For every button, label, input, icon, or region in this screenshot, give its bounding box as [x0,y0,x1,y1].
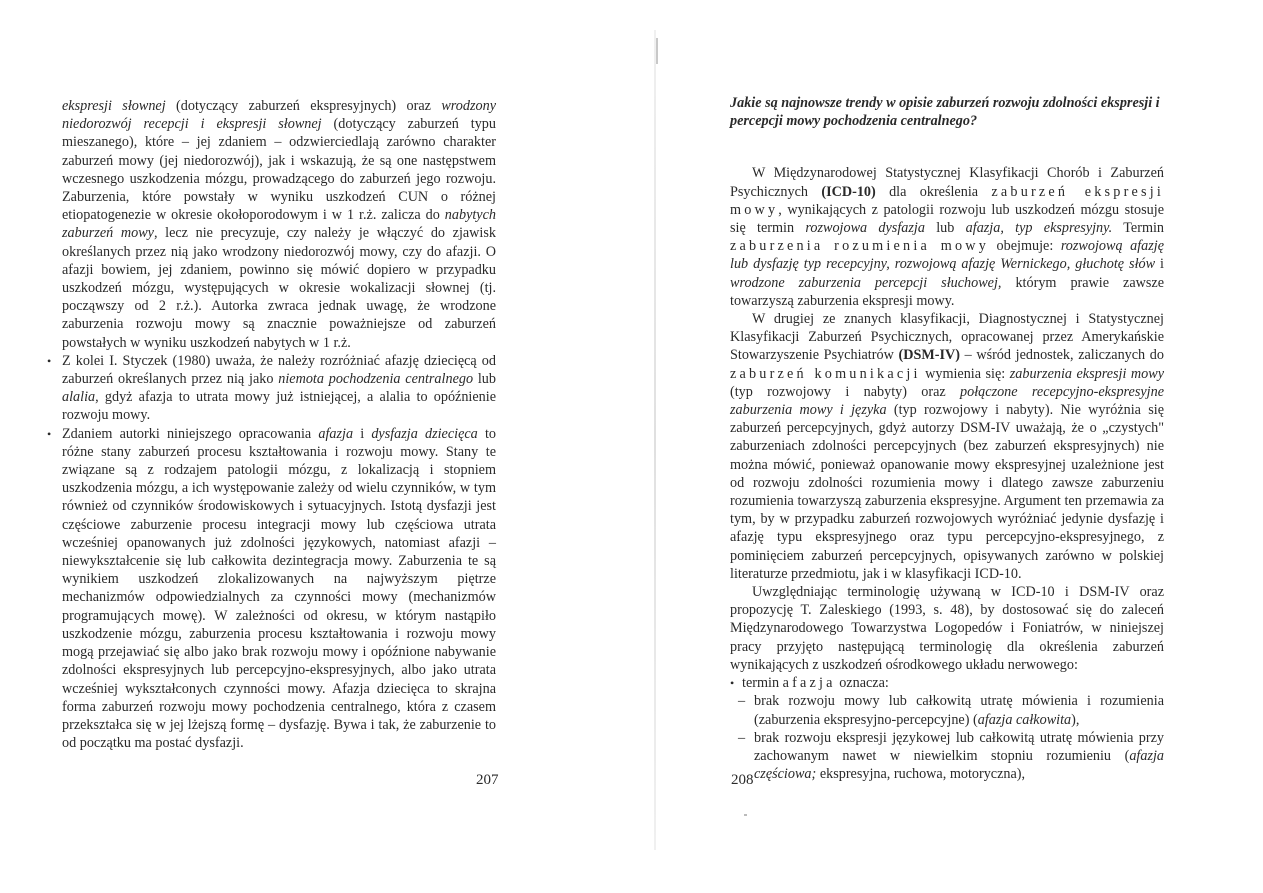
left-page-body [47,97,496,752]
bullet-icon: • [730,676,735,691]
dash-icon: – [738,729,746,746]
dash-item: – brak rozwoju mowy lub całkowitą utratę mówienia i rozumienia (zaburzenia ekspresyjno-percepcyjne) (afazja całkowita), [738,693,1164,728]
paragraph: W drugiej ze znanych klasyfikacji, Diagnostycznej i Statystycznej Klasyfikacji Zaburzeń Psychicznych, opracowanej przez Amerykańskie Stowarzyszenie Psychiatrów (DSM-IV) – wśród jednostek, zaliczanych do zaburzeń komunikacji wymienia się: zaburzenia ekspresji mowy (typ rozwojowy i nabyty) oraz połączone recepcyjno-ekspresyjne zaburzenia mowy i języka (typ rozwojowy i nabyty). Nie wyróżnia się zaburzeń percepcyjnych, gdyż autorzy DSM-IV uważają, że o „czystych" zaburzeniach zdolności percepcyjnych (bez zaburzeń ekspresyjnych) nie można mówić, ponieważ opanowanie mowy ekspresyjnej uzależnione jest od rozwoju zdolności rozumienia mowy i dlatego zawsze zaburzeniu rozumienia towarzyszą zaburzenia ekspresyjne. Argument ten przemawia za tym, by w przypadku zaburzeń rozwojowych wyróżniać jedynie dysfazję i afazję typu ekspresyjnego oraz typu percepcyjno-ekspresyjnego, z pominięciem zaburzeń percepcyjnych, opisywanych zarówno w polskiej literaturze przedmiotu, jak i w klasyfikacji ICD-10. [730,311,1165,582]
italic-term: ekspresji słownej [62,98,166,114]
page-number: 208 [731,772,754,788]
paragraph: W Międzynarodowej Statystycznej Klasyfikacji Chorób i Zaburzeń Psychicznych (ICD-10) dla określenia zaburzeń ekspresji mowy, wynikających z patologii rozwoju lub uszkodzeń mózgu stosuje się termin rozwojowa dysfazja lub afazja, typ ekspresyjny. Termin zaburzenia rozumienia mowy obejmuje: rozwojową afazję lub dysfazję typ recepcyjny, rozwojową afazję Wernickego, głuchotę słów i wrodzone zaburzenia percepcji słuchowej, którym prawie zawsze towarzyszą zaburzenia ekspresji mowy. [730,165,1165,309]
bullet-icon: • [47,426,52,441]
dash-item: – brak rozwoju ekspresji językowej lub całkowitą utratę mówienia przy zachowanym nawet w niewielkim stopniu rozumieniu (afazja częściowa; ekspresyjna, ruchowa, motoryczna), [738,729,1164,783]
italic-term: wrodzony niedorozwój recepcji i ekspresji słownej [62,98,496,133]
right-page [632,0,1263,893]
page-number: 207 [476,772,499,788]
italic-term: nabytych zaburzeń mowy [62,207,496,242]
bullet-item: • Zdaniem autorki niniejszego opracowania afazja i dysfazja dziecięca to różne stany zaburzeń procesu kształtowania i rozwoju mowy. Stany te związane są z rodzajem patologii mózgu, z lokalizacją i stopniem uszkodzenia mózgu, a ich występowanie zależy od wielu czynników, w tym również od czynników środowiskowych i sytuacyjnych. Istotą dysfazji jest częściowe zaburzenie procesu integracji mowy lub częściowa utrata wcześniej opanowanych już zdolności językowych, natomiast afazji – niewykształcenie się lub całkowita dezintegracja mowy. Zaburzenia te są wynikiem uszkodzeń zlokalizowanych na najwyższym piętrze mechanizmów odpowiedzialnych za czynności mowy (mechanizmów programujących mowę). W zależności od okresu, w którym nastąpiło uszkodzenie mózgu, zaburzenia procesu kształtowania i rozwoju mowy mogą przejawiać się albo jako brak rozwoju mowy i opóźnione nabywanie zdolności ekspresyjnych lub percepcyjno-ekspresyjnych, albo jako utrata wcześniej wykształconych czynności mowy. Afazja dziecięca to skrajna forma zaburzeń rozwoju mowy pochodzenia centralnego, która z czasem przekształca się w jej lżejszą formę – dysfazję. Bywa i tak, że zaburzenie to od początku ma postać dysfazji. [47,425,496,752]
bullet-item: • termin afazja oznacza: [730,675,889,692]
right-page-body [730,94,1164,783]
left-page [0,0,630,893]
bullet-icon: • [47,353,52,368]
paragraph: ekspresji słownej (dotyczący zaburzeń ekspresyjnych) oraz wrodzony niedorozwój recepcji i ekspresji słownej (dotyczący zaburzeń typu mieszanego), które – jej zdaniem – odzwierciedlają zarówno charakter zaburzeń mowy (jej niedorozwój), jak i wskazują, że są one następstwem wczesnego uszkodzenia mózgu, prowadzącego do zaburzeń jego rozwoju. Zaburzenia, które powstały w wyniku uszkodzeń CUN o różnej etiopatogenezie w okresie okołoporodowym i w 1 r.ż. zalicza do nabytych zaburzeń mowy, lecz nie precyzuje, czy należy je włączyć do zjawisk określanych przez nią jako wrodzony niedorozwój mowy, czy do afazji. O afazji bowiem, jej zdaniem, powinno się mówić dopiero w przypadku uszkodzeń mózgu, występujących w okresie wokalizacji słownej (tj. począwszy od 2 r.ż.). Autorka zwraca jednak uwagę, że wrodzone zaburzenia rozwoju mowy są znacznie poważniejsze od zaburzeń powstałych w wyniku uszkodzeń nabytych w 1 r.ż. [62,98,496,351]
bullet-item: • Z kolei I. Styczek (1980) uważa, że należy rozróżniać afazję dziecięcą od zaburzeń określanych przez nią jako niemota pochodzenia centralnego lub alalia, gdyż afazja to utrata mowy już istniejącej, a alalia to opóźnienie rozwoju mowy. [47,352,496,424]
dash-icon: – [738,693,746,710]
paragraph: Uwzględniając terminologię używaną w ICD-10 i DSM-IV oraz propozycję T. Zaleskiego (1993, s. 48), by dostosować się do zaleceń Międzynarodowego Towarzystwa Logopedów i Foniatrów, w niniejszej pracy przyjęto następującą terminologię dla określenia zaburzeń wynikających z uszkodzeń ośrodkowego układu nerwowego: [730,584,1164,673]
scan-speck [744,814,747,816]
section-heading: Jakie są najnowsze trendy w opisie zaburzeń rozwoju zdolności ekspresji i percepcji mowy pochodzenia centralnego? [730,95,1160,130]
